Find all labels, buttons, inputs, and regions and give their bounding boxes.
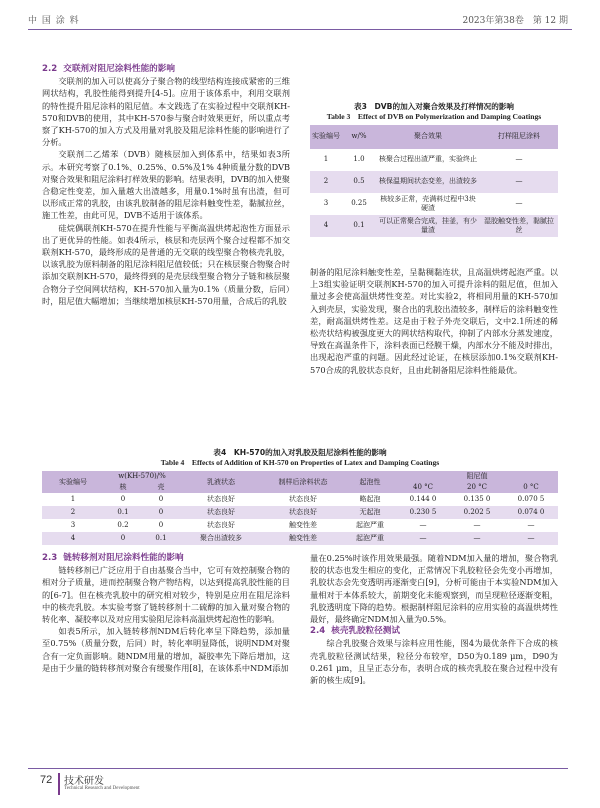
header-rule: [28, 29, 572, 30]
footer-section-en: Technical Research and Development: [64, 786, 140, 791]
paragraph: 量在0.25%时该作用效果最强。随着NDM加入量的增加，聚合物乳胶的状态也发生相应的变化，正常情况下乳胶粒径会先变小再增加，乳胶状态会先变透明再逐渐变白[9]，分析可能由于本实验NDM加入量相对于本体系较大，前期变化未能观察到，而呈现粒径逐渐变粗，乳胶透明度下降的趋势。根据制样阻尼涂料的应用实验的高温烘烤性最好，最终确定NDM加入量为0.5%。: [310, 553, 558, 625]
right-column-bottom: [310, 552, 558, 686]
section-title: 核壳乳胶粒径测试: [331, 626, 400, 637]
paragraph: 链转移剂已广泛应用于自由基聚合当中，它可有效控制聚合物的相对分子质量，进而控制聚合物产物结构，以达到提高乳胶性能的目的[6-7]。但在核壳乳胶中的研究相对较少，特别是应用在阻尼涂料中的核壳乳胶。本实验考察了链转移剂十二硫醇的加入量对聚合物的转化率、凝胶率以及对应用实验阻尼涂料高温烘烤起泡性的影响。: [42, 565, 290, 625]
header-cell: w/%: [342, 125, 376, 149]
table-caption-en: Table 4 Effects of Addition of KH-570 on Properties of Latex and Damping Coatings: [160, 458, 440, 467]
table-cell: —: [396, 532, 450, 545]
header-cell: 20 °C: [450, 482, 504, 493]
table-cell: 1.0: [353, 155, 365, 164]
table-header-row: [310, 125, 558, 149]
journal-name: 中 国 涂 料: [28, 16, 80, 26]
section-number: 2.3: [42, 553, 58, 563]
table-cell: 4: [42, 532, 104, 545]
table-caption-cn: 表3 DVB的加入对聚合效果及打样情况的影响: [354, 102, 514, 111]
header-cell: 打样阻尼涂料: [480, 125, 558, 149]
table-row: [310, 215, 558, 237]
table-cell: 0.144 0: [409, 495, 437, 503]
table-cell: —: [419, 521, 427, 529]
header-cell: 壳: [142, 482, 180, 493]
table-cell: —: [527, 521, 535, 529]
table-row: [42, 532, 558, 545]
table-cell: 0: [104, 532, 142, 545]
table-row: [42, 506, 558, 519]
table-cell: 状态良好: [289, 495, 317, 503]
header-cell: 40 °C: [396, 482, 450, 493]
footer-section-cn: 技术研发: [64, 776, 104, 787]
section-number: 2.4: [310, 626, 326, 637]
table-cell: 0.5: [342, 171, 376, 193]
table-header-row: [42, 471, 558, 482]
issue-info: 2023年第38卷 第 12 期: [462, 16, 568, 26]
right-column-top: [310, 266, 558, 376]
table-cell: 无起泡: [344, 506, 396, 519]
table-cell: 0: [142, 506, 180, 519]
header-cell: 实验编号: [310, 125, 342, 149]
table-cell: 0.1: [142, 532, 180, 545]
paragraph: 制备的阻尼涂料触变性差，呈黏稠黏连状，且高温烘烤起泡严重。以上3组实验证明交联剂KH-570的加入可提升涂料的阻尼值，但加入量过多会使高温烘烤性变差。对比实验2，将相同用量的KH-570加入到壳层，实验发现，聚合出的乳胶出渣较多，制样后的涂料触变性差，耐高温烘烤性差。这是由于粒子外壳交联后，文中2.1所述的稀松壳状结构被强度更大的网状结构取代，抑制了内部水分蒸发速度，导致在高温条件下，涂料表面已经膜干燥，内部水分不能及时排出，出现起泡严重的问题。因此经过论证，在核层添加0.1%交联剂KH-570合成的乳胶状态良好，且由此制备阻尼涂料性能最优。: [310, 267, 558, 375]
table-cell: —: [515, 199, 523, 208]
table-4-grid: [42, 471, 558, 545]
table-cell: 2: [310, 171, 342, 193]
table-cell: 起泡严重: [356, 521, 384, 529]
table-cell: —: [480, 171, 558, 193]
table-3: [310, 102, 558, 237]
page-number: 72: [40, 774, 53, 786]
table-cell: 0.202 5: [450, 506, 504, 519]
section-number: 2.2: [42, 64, 58, 74]
table-cell: 0.070 5: [517, 495, 545, 503]
table-cell: —: [515, 155, 523, 164]
table-cell: 1: [70, 495, 76, 503]
table-cell: 0.074 0: [504, 506, 558, 519]
table-row: [42, 519, 558, 532]
table-3-grid: [310, 125, 558, 237]
table-cell: 状态良好: [207, 495, 235, 503]
table-cell: 起泡严重: [344, 532, 396, 545]
table-cell: 0: [158, 495, 164, 503]
table-cell: 0.1: [104, 506, 142, 519]
section-2-4-heading: [310, 625, 558, 637]
table-row: [42, 493, 558, 506]
table-cell: 3: [323, 199, 329, 208]
table-cell: 0: [158, 521, 164, 529]
table-cell: —: [450, 532, 504, 545]
table-cell: 核保温期间状态变差，出渣较多: [376, 171, 480, 193]
table-cell: 0.25: [351, 199, 367, 208]
header-cell: 乳液状态: [180, 471, 262, 493]
table-cell: 3: [70, 521, 76, 529]
section-title: 交联剂对阻尼涂料性能的影响: [63, 64, 175, 74]
table-cell: 2: [42, 506, 104, 519]
table-cell: 核较多正常，壳满料过程中3块硬渣: [380, 194, 476, 212]
footer-rule: [28, 768, 568, 769]
footer-divider: [58, 773, 60, 795]
header-cell: 制样后涂料状态: [262, 471, 344, 493]
table-cell: 0.1: [342, 215, 376, 237]
section-2-2-heading: [42, 63, 290, 75]
table-cell: 1: [323, 155, 329, 164]
table-cell: —: [504, 532, 558, 545]
paragraph: 交联剂的加入可以使高分子聚合物的线型结构连接成紧密的三维网状结构，乳胶性能得到提升[4-5]。应用于该体系中，利用交联剂的特性提升阻尼涂料的阻尼值。本文践选了在实验过程中交联剂KH-570和DVB的使用，其中KH-570参与聚合时效果更好，所以重点考察了KH-570的加入方式及用量对乳胶及阻尼涂料性能的影响进行了分析。: [42, 76, 290, 148]
table-cell: 触变性差: [289, 521, 317, 529]
table-caption-en: Table 3 Effect of DVB on Polymerization and Damping Coatings: [326, 112, 542, 121]
table-caption-cn: 表4 KH-570的加入对乳胶及阻尼涂料性能的影响: [213, 448, 387, 457]
table-cell: 4: [310, 215, 342, 237]
header-cell: w(KH-570)/%: [104, 471, 180, 482]
table-cell: 0.230 5: [396, 506, 450, 519]
table-cell: —: [473, 521, 481, 529]
table-cell: 聚合出渣较多: [180, 532, 262, 545]
section-2-3-heading: [42, 552, 290, 564]
header-cell: 阻尼值: [396, 471, 558, 482]
table-row: [310, 149, 558, 171]
section-title: 链转移剂对阻尼涂料性能的影响: [63, 553, 184, 563]
table-cell: 可以正常聚合完成，挂釜，有少量渣: [376, 215, 480, 237]
table-cell: 状态良好: [180, 506, 262, 519]
header-cell: 起泡性: [344, 471, 396, 493]
table-cell: 核聚合过程出渣严重，实验终止: [379, 155, 477, 164]
table-cell: 0.2: [117, 521, 129, 529]
table-cell: 湿胶触变性差，黏腻拉丝: [480, 215, 558, 237]
paragraph: 硅烷偶联剂KH-570在提升性能与平衡高温烘烤起泡性方面显示出了更优异的性能。如表4所示，核层和壳层两个聚合过程都不加交联剂KH-570，最终形成的是普通的无交联的线型聚合物核壳乳胶，以该乳胶为原料制备的阻尼涂料阻尼值较低；只在核层聚合物聚合时添加交联剂KH-570，最终得到的是壳层线型聚合物分子链和核层聚合物分子空间网状结构，KH-570加入量为0.1%（质量分数，后同）时，阻尼值大幅增加；当继续增加核层KH-570用量，合成后的乳胶: [42, 222, 290, 306]
table-row: [310, 171, 558, 193]
table-cell: 状态良好: [207, 521, 235, 529]
table-cell: 触变性差: [262, 532, 344, 545]
table-cell: 0: [120, 495, 126, 503]
table-cell: 状态良好: [262, 506, 344, 519]
left-column-bottom: [42, 552, 290, 674]
table-4: [42, 448, 558, 545]
table-cell: 0.135 0: [463, 495, 491, 503]
table-cell: 略起泡: [359, 495, 381, 503]
header-cell: 实验编号: [42, 471, 104, 493]
header-cell: 0 °C: [504, 482, 558, 493]
paragraph: 综合乳胶聚合效果与涂料应用性能，图4为最优条件下合成的核壳乳胶粒径测试结果，粒径分布较窄，D50为0.189 μm，D90为0.261 μm，且呈正态分布，表明合成的核壳乳胶在聚合过程中没有新的核生成[9]。: [310, 638, 558, 686]
paragraph: 交联剂二乙烯苯（DVB）随核层加入到体系中，结果如表3所示。本研究考察了0.1%、0.25%、0.5%及1% 4种质量分数的DVB对聚合效果和阻尼涂料打样效果的影响。结果表明，DVB的加入使聚合稳定性变差，加入量越大出渣越多，用量0.1%时虽有出渣，但可以形成正常的乳胶，由该乳胶制备的阻尼涂料触变性差，黏腻拉丝，施工性差，由此可见，DVB不适用于该体系。: [42, 149, 290, 221]
paragraph: 如表5所示，加入链转移剂NDM后转化率呈下降趋势，添加量至0.75%（质量分数，后同）时，转化率明显降低，说明NDM对聚合有一定负面影响。随NDM用量的增加，凝胶率先下降后增加，这是由于少量的链转移剂对聚合有缓聚作用[8]，在该体系中NDM添加: [42, 626, 290, 673]
header-cell: 核: [104, 482, 142, 493]
left-column-top: [42, 63, 290, 307]
header-cell: 聚合效果: [376, 125, 480, 149]
table-row: [310, 193, 558, 215]
